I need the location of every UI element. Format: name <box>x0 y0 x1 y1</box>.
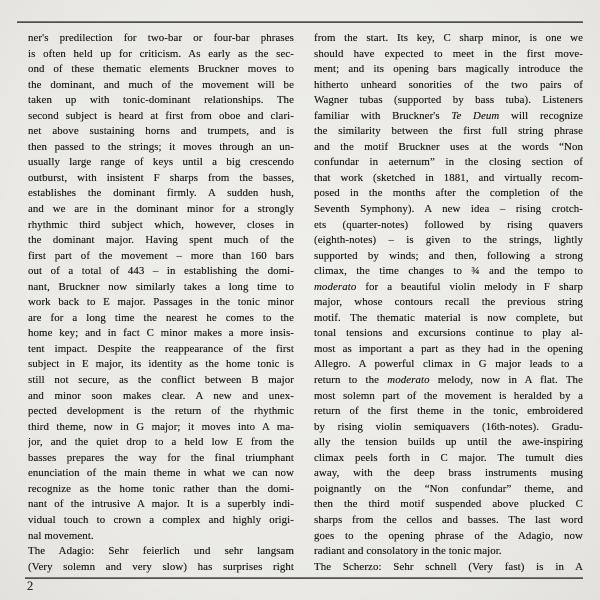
text-line: and minor soon makes clear. A new and unex- <box>28 389 294 402</box>
text-line: (Very solemn and very slow) has surprises right <box>28 560 294 573</box>
text-line: familiar with Bruckner's Te Deum will recognize <box>314 109 583 122</box>
text-line: by rising violin semiquavers (16th-notes). Gradu- <box>314 420 583 433</box>
text-columns <box>28 31 583 575</box>
text-line: Seventh Symphony). A new idea – rising crotch- <box>314 203 583 216</box>
text-line: confundar in aeternum” in the closing section of <box>314 156 583 169</box>
text-line: the dominant major. Having spent much of the <box>28 234 294 247</box>
text-line: are for a long time the nearest he comes to the <box>28 311 294 324</box>
text-line: the similarity between the first full string phrase <box>314 125 583 138</box>
bottom-rule <box>25 577 583 579</box>
text-line: and the motif Bruckner uses at the words “Non <box>314 140 583 153</box>
text-line: supported by winds; and then, following a strong <box>314 249 583 262</box>
text-line: motif. The thematic material is now complete, but <box>314 311 583 324</box>
text-line: enunciation of the main theme in what we can now <box>28 467 294 480</box>
text-line: establishes the dominant firmly. A sudden hush, <box>28 187 294 200</box>
text-line: second subject is heard at first from oboe and clari- <box>28 109 294 122</box>
text-line: is often held up for criticism. As early as the sec- <box>28 47 294 60</box>
text-line: (eighth-notes) – is given to the strings, lightly <box>314 234 583 247</box>
text-line: from the start. Its key, C sharp minor, is one we <box>314 32 583 44</box>
right-text-column <box>314 31 583 575</box>
text-line: should have expected to meet in the first move- <box>314 47 583 60</box>
text-line: The Scherzo: Sehr schnell (Very fast) is in A <box>314 560 583 573</box>
text-line: nal movement. <box>28 529 94 542</box>
text-line: ets (quarter-notes) followed by rising quavers <box>314 218 583 231</box>
text-line: work back to E major. Passages in the tonic minor <box>28 296 294 309</box>
text-line: ond of these thematic elements Bruckner moves to <box>28 63 294 76</box>
top-rule <box>17 21 583 23</box>
text-line: return to the moderato melody, now in A flat. The <box>314 374 583 387</box>
text-line: ment; and its opening bars magically introduce the <box>314 63 583 76</box>
text-line: taken up with tonic-dominant relationships. The <box>28 94 294 107</box>
text-line: moderato for a beautiful violin melody in F sharp <box>314 280 583 293</box>
text-line: climax, the time changes to ¾ and the tempo to <box>314 265 583 278</box>
text-line: recognize as the home tonic rather than the domi- <box>28 482 294 495</box>
text-line: usually large range of keys until a big crescendo <box>28 156 294 169</box>
text-line: ally the tension builds up until the awe-inspiring <box>314 436 583 449</box>
text-line: rhythmic third subject which, however, closes in <box>28 218 294 231</box>
text-line: radiant and consolatory in the tonic major. <box>314 545 502 558</box>
text-line: sharps from the cellos and basses. The last word <box>314 513 583 526</box>
text-line: return of the first theme in the tonic, embroidered <box>314 405 583 418</box>
text-line: nant, Bruckner now similarly takes a long time to <box>28 280 294 293</box>
text-line: third theme, now in G major; it moves into A ma- <box>28 420 294 433</box>
text-line: first part of the movement – more than 160 bars <box>28 249 294 262</box>
text-line: out of a total of 443 – in establishing the domi- <box>28 265 294 278</box>
text-line: vidual touch to crown a complex and highly origi- <box>28 513 294 526</box>
text-line: major, whose contours recall the previous string <box>314 296 583 309</box>
text-line: nant of the intrusive A major. It is a superbly indi- <box>28 498 294 511</box>
text-line: tonal tensions and excursions continue to play al- <box>314 327 583 340</box>
text-line: jor, and the quiet drop to a held low E from the <box>28 436 294 449</box>
text-line: goes to the opening phrase of the Adagio, now <box>314 529 583 542</box>
text-line: most solemn part of the movement is heralded by a <box>314 389 583 402</box>
text-line: most as important a part as they had in the opening <box>314 342 583 355</box>
text-line: ner's predilection for two-bar or four-bar phrases <box>28 32 294 44</box>
text-line: subject in E major, its identity as the home tonic is <box>28 358 294 371</box>
left-text-column <box>28 31 294 575</box>
text-line: net above sustaining horns and trumpets, and is <box>28 125 294 138</box>
text-line: pected development is the return of the rhythmic <box>28 405 294 418</box>
text-line: Allegro. A powerful climax in G major leads to a <box>314 358 583 371</box>
text-line: climax peels forth in C major. The tumult dies <box>314 451 583 464</box>
text-line: then passed to the strings; it moves through an un- <box>28 140 294 153</box>
text-line: hitherto unheard sonorities of the two pairs of <box>314 78 583 91</box>
text-line: outburst, with insistent F sharps from the basses, <box>28 171 294 184</box>
text-line: basses prepares the way for the final triumphant <box>28 451 294 464</box>
text-line: The Adagio: Sehr feierlich und sehr langsam <box>28 545 294 558</box>
text-line: away, with the deep brass instruments musing <box>314 467 583 480</box>
text-line: tent impact. Despite the reappearance of the first <box>28 342 294 355</box>
text-line: home key; and in fact C minor makes a more insis- <box>28 327 294 340</box>
text-line: and we are in the dominant minor for a strongly <box>28 203 294 216</box>
text-line: the dominant, and much of the movement will be <box>28 78 294 91</box>
text-line: that work (sketched in 1881, and virtually recom- <box>314 171 583 184</box>
text-line: poignantly on the “Non confundar” theme, and <box>314 482 583 495</box>
text-line: posed in the months after the completion of the <box>314 187 583 200</box>
text-line: Wagner tubas (supported by bass tuba). Listeners <box>314 94 583 107</box>
page-number: 2 <box>27 579 34 593</box>
text-line: still not secure, as the conflict between B major <box>28 374 294 387</box>
text-line: then the third motif suspended above plucked C <box>314 498 583 511</box>
